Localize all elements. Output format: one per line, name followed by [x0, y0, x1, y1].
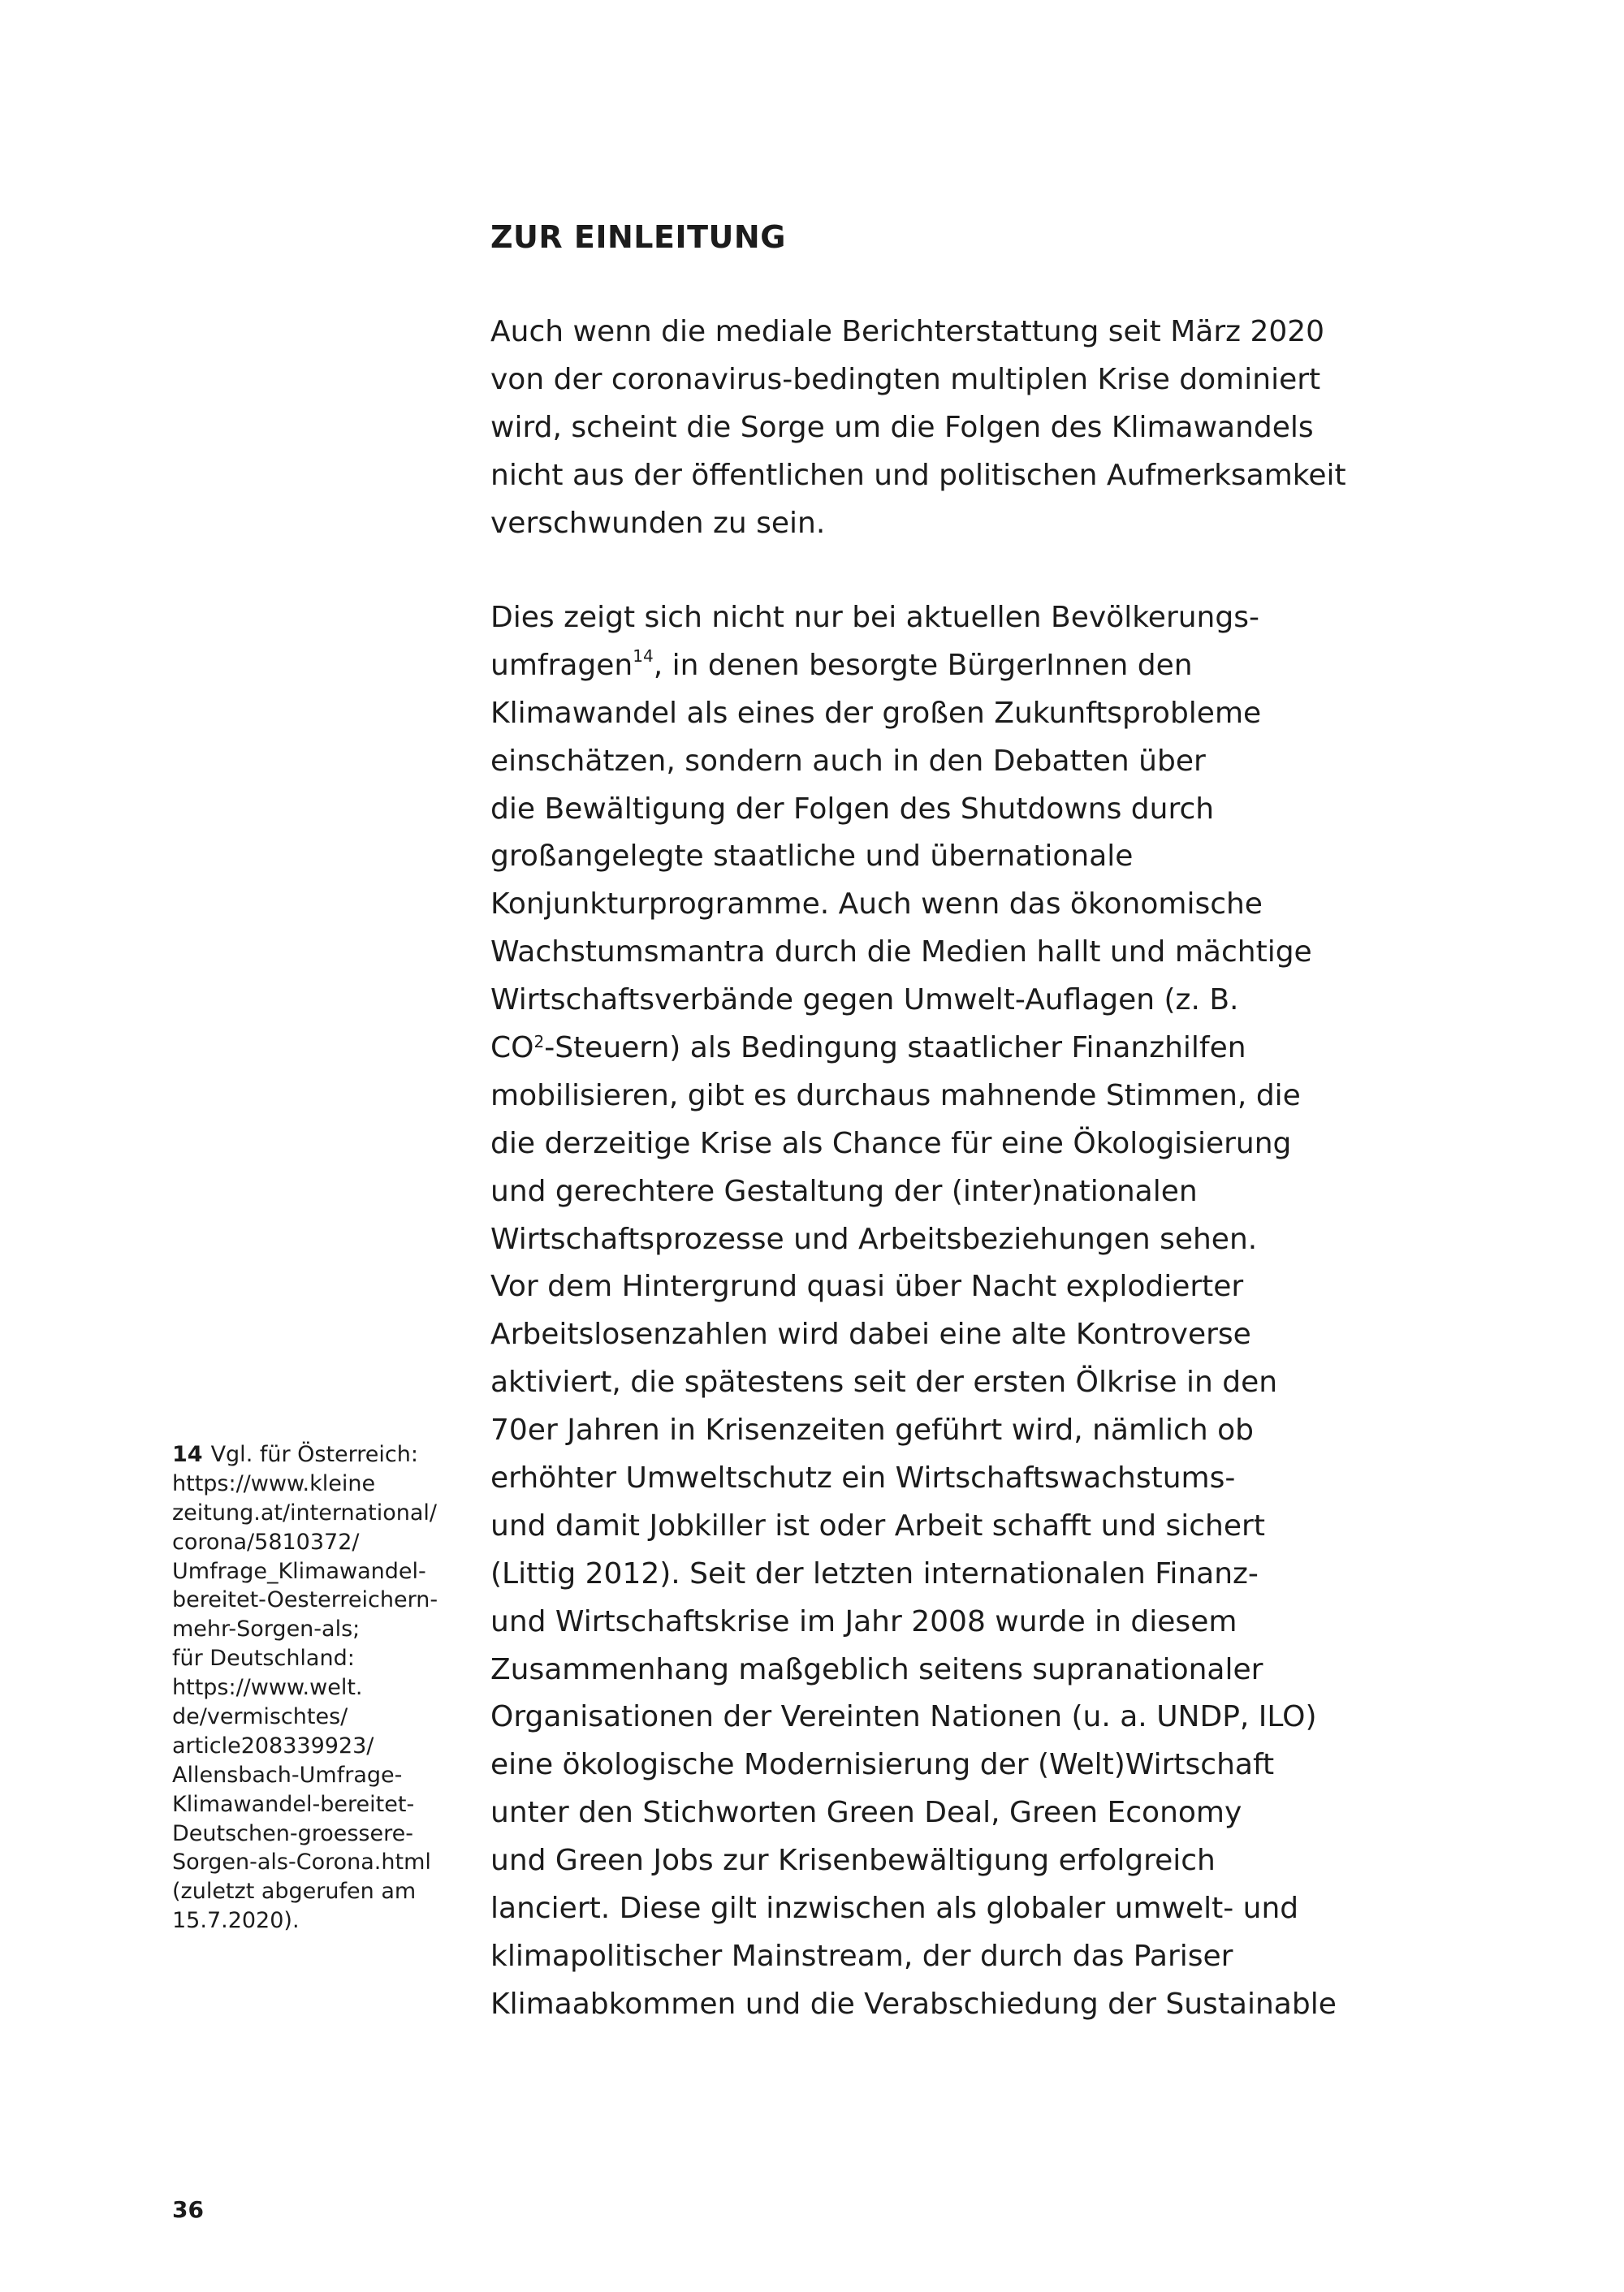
footnote-number: 14 — [172, 1442, 203, 1467]
text-line: Dies zeigt sich nicht nur bei aktuellen Bevölkerungs- — [490, 601, 1259, 634]
text-line: mobilisieren, gibt es durchaus mahnende Stimmen, die — [490, 1078, 1301, 1112]
footnote-line: 15.7.2020). — [172, 1908, 300, 1934]
text-line: wird, scheint die Sorge um die Folgen des Klimawandels — [490, 410, 1314, 444]
text-line: eine ökologische Modernisierung der (Welt)Wirtschaft — [490, 1748, 1275, 1782]
intro-paragraph-1 — [490, 309, 1346, 547]
footnote-line: für Deutschland: — [172, 1646, 355, 1672]
section-heading: ZUR EINLEITUNG — [490, 219, 786, 255]
footnote-link-line[interactable]: https://www.kleine — [172, 1470, 376, 1496]
footnote-link-line[interactable]: Allensbach-Umfrage- — [172, 1762, 403, 1788]
text-line: Auch wenn die mediale Berichterstattung seit März 2020 — [490, 315, 1325, 348]
page-number: 36 — [172, 2196, 204, 2223]
footnote-link-line[interactable]: article208339923/ — [172, 1733, 374, 1759]
footnote-link-line[interactable]: Umfrage_Klimawandel- — [172, 1558, 426, 1584]
text-segment: umfragen — [490, 648, 633, 682]
intro-paragraph-2 — [490, 594, 1337, 2029]
text-line: die derzeitige Krise als Chance für eine Ökologisierung — [490, 1126, 1292, 1160]
text-line: Zusammenhang maßgeblich seitens supranationaler — [490, 1652, 1263, 1686]
text-line — [490, 642, 1337, 690]
text-line: nicht aus der öffentlichen und politischen Aufmerksamkeit — [490, 458, 1346, 492]
text-line: großangelegte staatliche und übernationale — [490, 840, 1134, 874]
text-segment: -Steuern) als Bedingung staatlicher Finanzhilfen — [544, 1031, 1246, 1065]
text-line: unter den Stichworten Green Deal, Green Economy — [490, 1796, 1242, 1830]
text-line: und Green Jobs zur Krisenbewältigung erfolgreich — [490, 1844, 1216, 1878]
text-line: verschwunden zu sein. — [490, 506, 826, 540]
footnote-text: Vgl. für Österreich: — [210, 1442, 418, 1467]
footnote-line: (zuletzt abgerufen am — [172, 1879, 417, 1905]
footnote-14 — [172, 1440, 438, 1936]
footnote-link-line[interactable]: de/vermischtes/ — [172, 1704, 348, 1730]
text-line: Konjunkturprogramme. Auch wenn das ökonomische — [490, 887, 1263, 922]
text-line: lanciert. Diese gilt inzwischen als globaler umwelt- und — [490, 1892, 1299, 1926]
text-line: Wirtschaftsprozesse und Arbeitsbeziehungen sehen. — [490, 1222, 1258, 1256]
text-line — [490, 1025, 1337, 1073]
text-line: 70er Jahren in Krisenzeiten geführt wird, nämlich ob — [490, 1414, 1254, 1448]
text-line: klimapolitischer Mainstream, der durch das Pariser — [490, 1939, 1233, 1973]
text-line: erhöhter Umweltschutz ein Wirtschaftswachstums- — [490, 1461, 1236, 1496]
text-segment: CO — [490, 1031, 534, 1065]
text-line: Vor dem Hintergrund quasi über Nacht explodierter — [490, 1270, 1244, 1304]
text-line: und gerechtere Gestaltung der (inter)nationalen — [490, 1174, 1198, 1208]
text-line: von der coronavirus-bedingten multiplen Krise dominiert — [490, 362, 1321, 396]
text-segment: , in denen besorgte BürgerInnen den — [653, 648, 1193, 682]
co2-superscript: 2 — [533, 1032, 545, 1052]
text-line: und damit Jobkiller ist oder Arbeit schafft und sichert — [490, 1509, 1265, 1543]
text-line: Arbeitslosenzahlen wird dabei eine alte Kontroverse — [490, 1318, 1251, 1352]
text-line: Organisationen der Vereinten Nationen (u. a. UNDP, ILO) — [490, 1700, 1317, 1734]
footnote-link-line[interactable]: Sorgen-als-Corona.html — [172, 1850, 431, 1875]
text-line: Klimawandel als eines der großen Zukunftsprobleme — [490, 696, 1262, 730]
footnote-link-line[interactable]: mehr-Sorgen-als; — [172, 1616, 361, 1642]
text-line: einschätzen, sondern auch in den Debatten über — [490, 744, 1206, 778]
footnote-link-line[interactable]: zeitung.at/international/ — [172, 1500, 438, 1526]
text-line: (Littig 2012). Seit der letzten internationalen Finanz- — [490, 1556, 1259, 1591]
footnote-link-line[interactable]: corona/5810372/ — [172, 1529, 360, 1555]
footnote-link-line[interactable]: https://www.welt. — [172, 1675, 363, 1701]
text-line: die Bewältigung der Folgen des Shutdowns durch — [490, 792, 1215, 826]
footnote-link-line[interactable]: Deutschen-groessere- — [172, 1820, 413, 1846]
text-line: und Wirtschaftskrise im Jahr 2008 wurde in diesem — [490, 1604, 1237, 1638]
text-line: Wachstumsmantra durch die Medien hallt und mächtige — [490, 935, 1312, 969]
text-line: Klimaabkommen und die Verabschiedung der Sustainable — [490, 1987, 1337, 2021]
footnote-link-line[interactable]: Klimawandel-bereitet- — [172, 1791, 415, 1817]
footnote-line — [172, 1440, 438, 1470]
text-line: aktiviert, die spätestens seit der ersten Ölkrise in den — [490, 1366, 1278, 1400]
footnote-link-line[interactable]: bereitet-Oesterreichern- — [172, 1587, 438, 1613]
footnote-reference[interactable]: 14 — [633, 645, 654, 666]
text-line: Wirtschaftsverbände gegen Umwelt-Auflagen (z. B. — [490, 983, 1239, 1017]
